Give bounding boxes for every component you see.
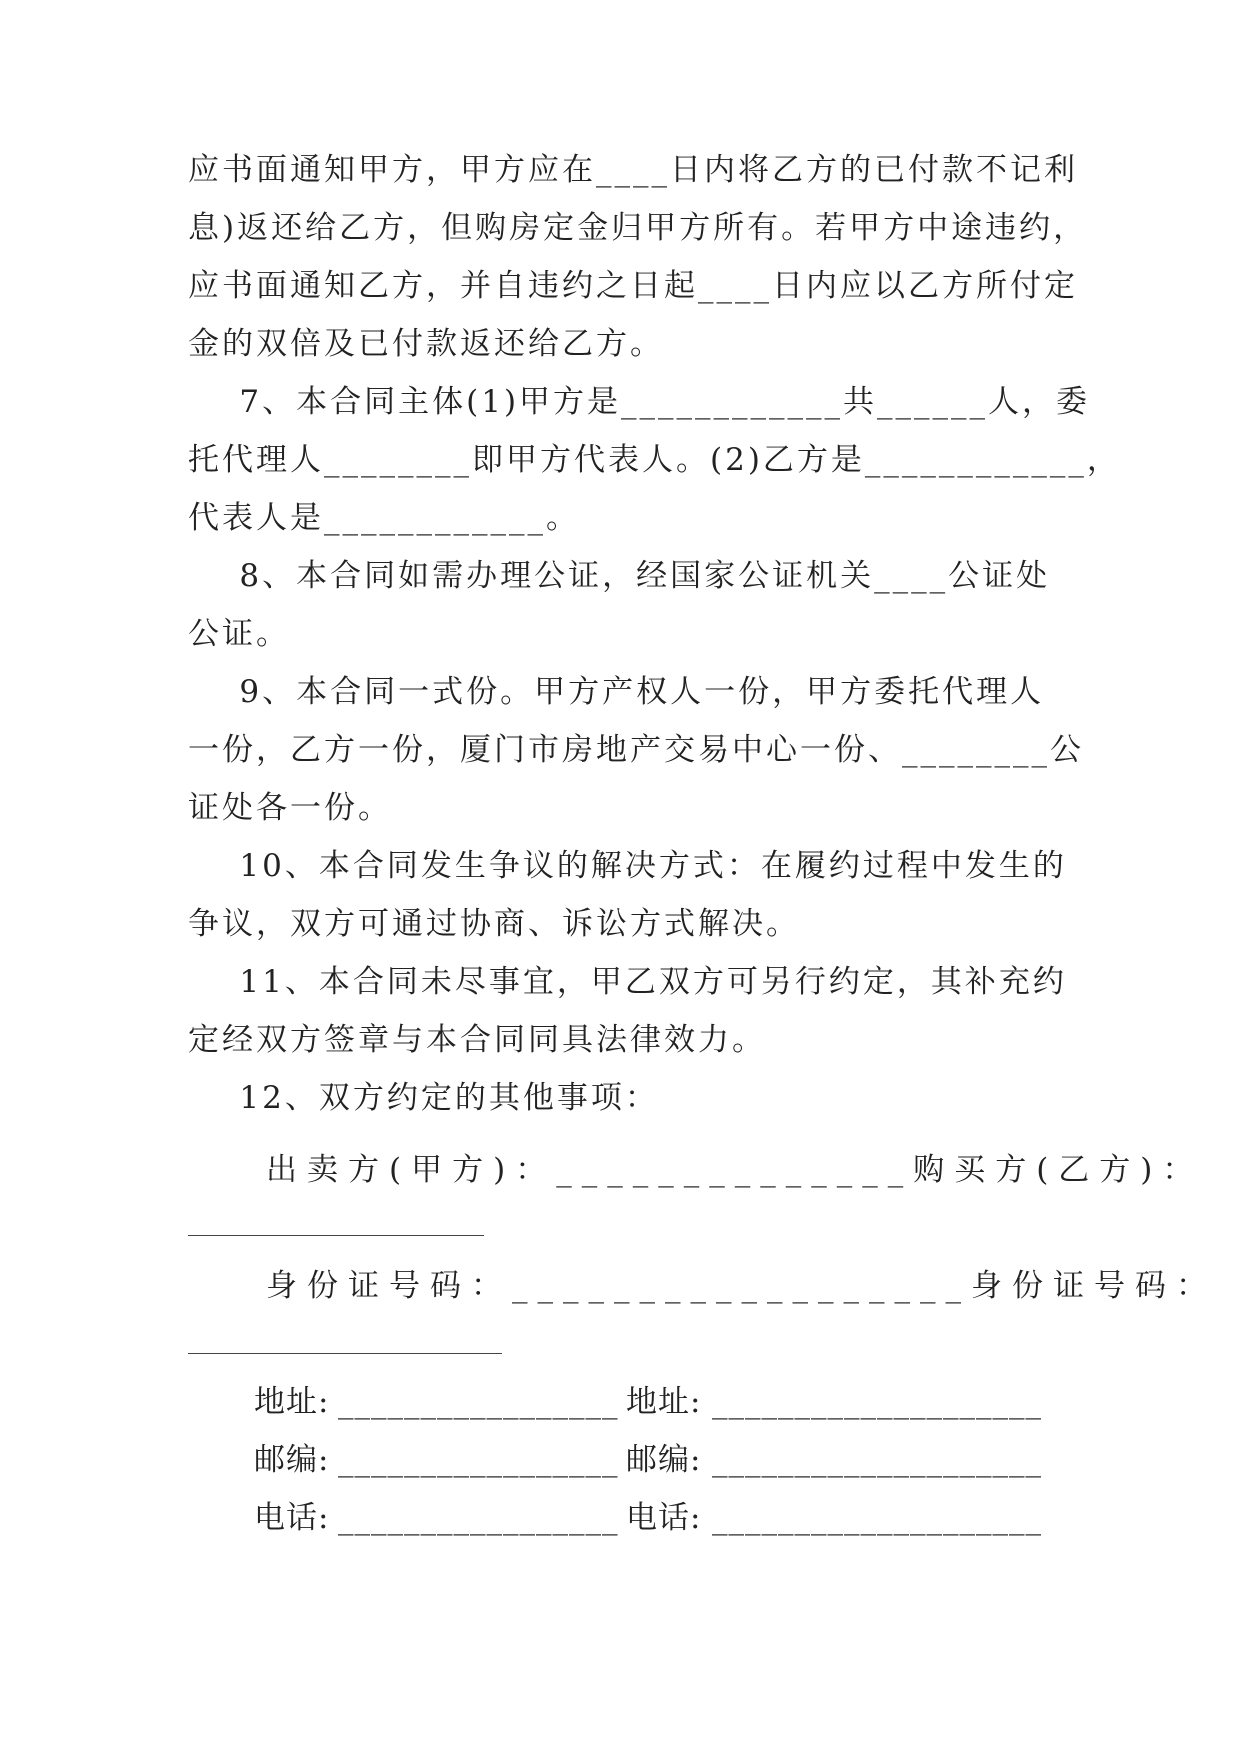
text-line: 一份，乙方一份，厦门市房地产交易中心一份、________公 — [188, 732, 1084, 768]
text-line: 证处各一份。 — [188, 790, 392, 826]
clause-11: 11、本合同未尽事宜，甲乙双方可另行约定，其补充约 — [188, 964, 1067, 1000]
phone-blank-right: ____________________ — [712, 1500, 1042, 1536]
address-blank-left: _________________ — [338, 1384, 619, 1420]
postcode-blank-left: _________________ — [338, 1442, 619, 1478]
address-label-right: 地址: — [626, 1384, 702, 1420]
clause-12: 12、双方约定的其他事项： — [188, 1080, 659, 1116]
text-line: 托代理人________即甲方代表人。(2)乙方是____________， — [188, 442, 1121, 478]
phone-label-left: 电话: — [254, 1500, 330, 1536]
clause-9: 9、本合同一式份。甲方产权人一份，甲方委托代理人 — [188, 674, 1045, 710]
text-line: 金的双倍及已付款返还给乙方。 — [188, 326, 664, 362]
text-line: 息)返还给乙方，但购房定金归甲方所有。若甲方中途违约， — [188, 210, 1088, 246]
phone-blank-left: _________________ — [338, 1500, 619, 1536]
text-line: 定经双方签章与本合同同具法律效力。 — [188, 1022, 766, 1058]
postcode-label-left: 邮编: — [254, 1442, 330, 1478]
postcode-blank-right: ____________________ — [712, 1442, 1042, 1478]
text-line: 应书面通知乙方，并自违约之日起____日内应以乙方所付定 — [188, 268, 1078, 304]
clause-10: 10、本合同发生争议的解决方式：在履约过程中发生的 — [188, 848, 1067, 884]
id-number-line: 身份证号码：__________________身份证号码： — [266, 1268, 1217, 1304]
id-rule — [188, 1353, 502, 1354]
clause-7: 7、本合同主体(1)甲方是____________共______人，委 — [188, 384, 1091, 420]
text-line: 应书面通知甲方，甲方应在____日内将乙方的已付款不记利 — [188, 152, 1078, 188]
text-line: 公证。 — [188, 616, 290, 652]
postcode-label-right: 邮编: — [626, 1442, 702, 1478]
signature-rule — [188, 1235, 484, 1236]
clause-8: 8、本合同如需办理公证，经国家公证机关____公证处 — [188, 558, 1051, 594]
seller-buyer-line: 出卖方(甲方)：______________购买方(乙方)： — [266, 1152, 1204, 1188]
text-line: 争议，双方可通过协商、诉讼方式解决。 — [188, 906, 800, 942]
address-label-left: 地址: — [254, 1384, 330, 1420]
text-line: 代表人是____________。 — [188, 500, 580, 536]
address-blank-right: ____________________ — [712, 1384, 1042, 1420]
phone-label-right: 电话: — [626, 1500, 702, 1536]
